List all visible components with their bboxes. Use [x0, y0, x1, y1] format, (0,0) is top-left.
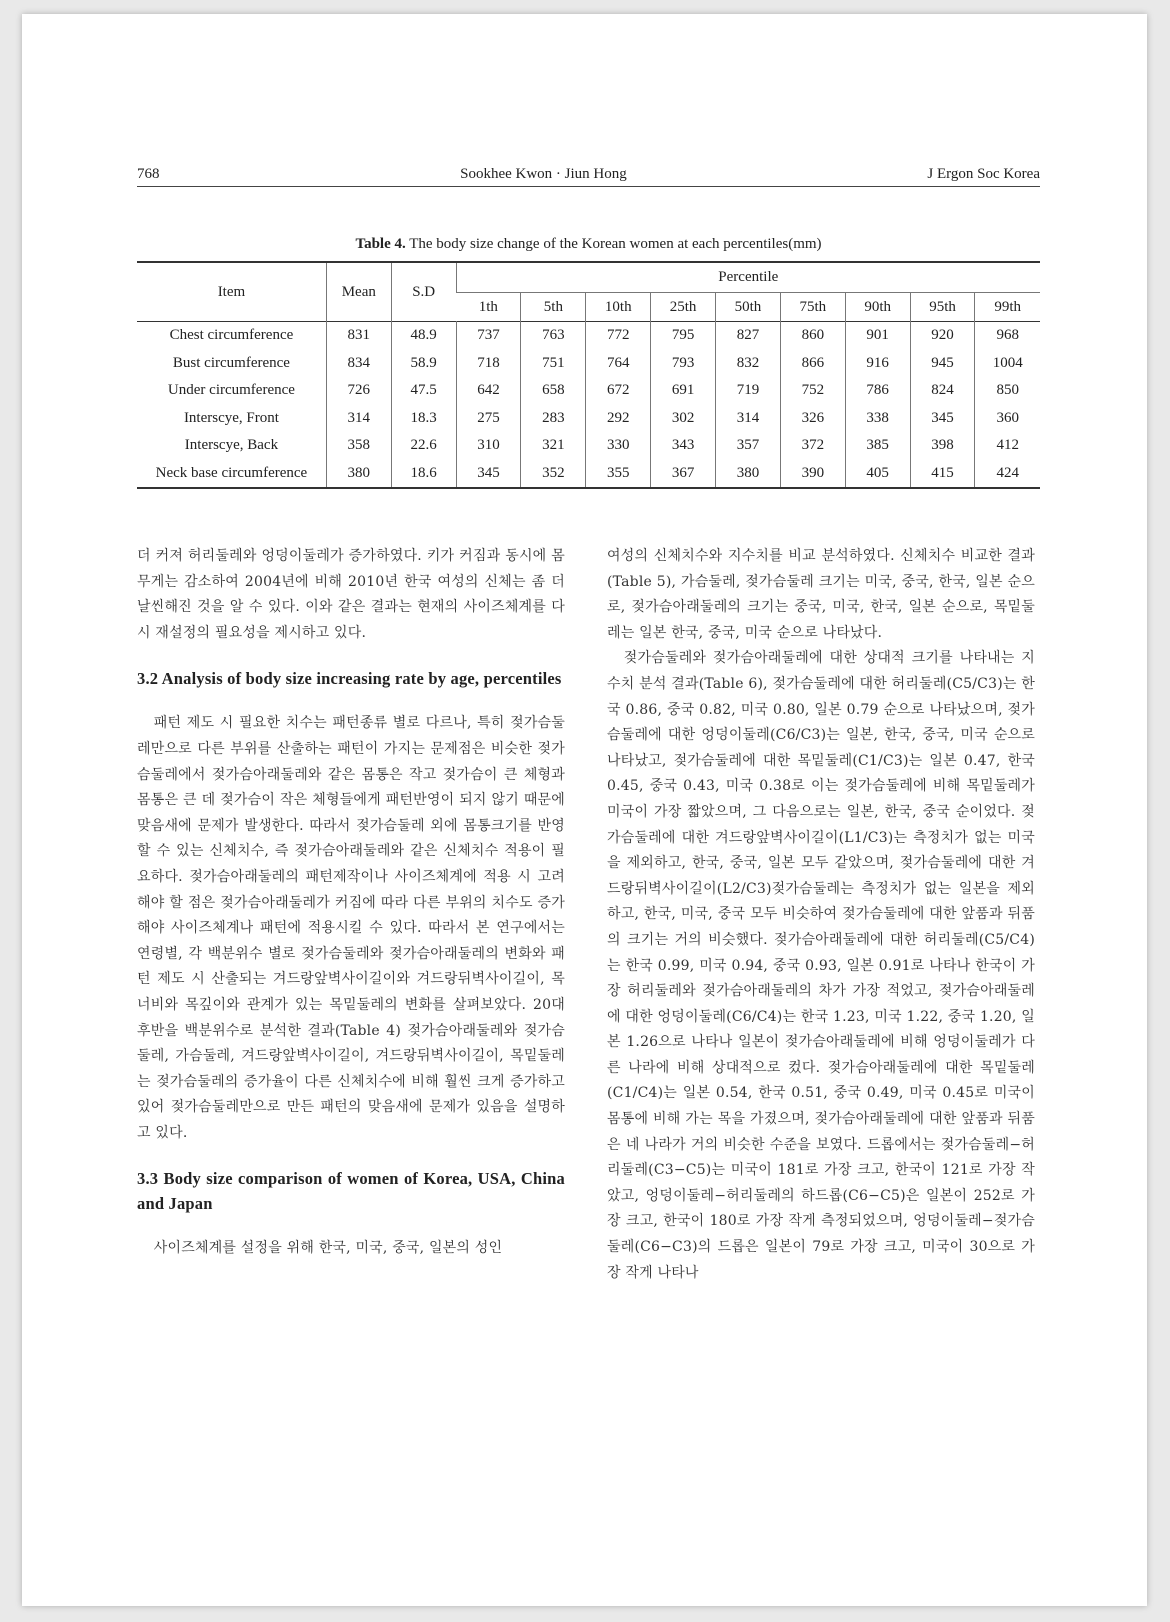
row-percentile-value: 718	[456, 350, 521, 378]
percentile-header: 99th	[975, 293, 1040, 322]
row-mean: 834	[326, 350, 391, 378]
row-percentile-value: 283	[521, 405, 586, 433]
row-mean: 358	[326, 432, 391, 460]
row-percentile-value: 380	[716, 460, 781, 489]
row-percentile-value: 691	[651, 377, 716, 405]
row-percentile-value: 405	[845, 460, 910, 489]
row-percentile-value: 642	[456, 377, 521, 405]
row-percentile-value: 827	[716, 322, 781, 350]
row-sd: 18.6	[391, 460, 456, 489]
row-percentile-value: 314	[716, 405, 781, 433]
row-percentile-value: 916	[845, 350, 910, 378]
row-percentile-value: 372	[780, 432, 845, 460]
row-percentile-value: 424	[975, 460, 1040, 489]
row-percentile-value: 901	[845, 322, 910, 350]
body-size-table	[137, 261, 1040, 489]
percentile-header: 25th	[651, 293, 716, 322]
table-caption-label: Table 4.	[355, 236, 406, 252]
row-sd: 48.9	[391, 322, 456, 350]
table-row	[137, 350, 1040, 378]
row-mean: 380	[326, 460, 391, 489]
row-percentile-value: 345	[910, 405, 975, 433]
row-percentile-value: 866	[780, 350, 845, 378]
table-row	[137, 460, 1040, 489]
row-percentile-value: 355	[586, 460, 651, 489]
row-item: Interscye, Front	[183, 409, 279, 426]
table-row	[137, 432, 1040, 460]
paragraph: 여성의 신체치수와 지수치를 비교 분석하였다. 신체치수 비교한 결과(Table 5), 가슴둘레, 젖가슴둘레 크기는 미국, 중국, 한국, 일본 순으로, 젖가슴아래둘레의 크기는 중국, 미국, 한국, 일본 순으로, 목밑둘레는 일본 한국, 중국, 미국 순으로 나타났다.	[607, 548, 1035, 641]
paragraph: 더 커져 허리둘레와 엉덩이둘레가 증가하였다. 키가 커짐과 동시에 몸무게는 감소하여 2004년에 비해 2010년 한국 여성의 신체는 좀 더 날씬해진 것을 알 수 있다. 이와 같은 결과는 현재의 사이즈체계를 다시 재설정의 필요성을 제시하고 있다.	[137, 548, 565, 641]
row-percentile-value: 920	[910, 322, 975, 350]
row-percentile-value: 658	[521, 377, 586, 405]
row-percentile-value: 412	[975, 432, 1040, 460]
row-percentile-value: 357	[716, 432, 781, 460]
paragraph: 패턴 제도 시 필요한 치수는 패턴종류 별로 다르나, 특히 젖가슴둘레만으로 다른 부위를 산출하는 패턴이 가지는 문제점은 비슷한 젖가슴둘레에서 젖가슴아래둘레와 같은 몸통은 작고 젖가슴이 큰 체형과 몸통은 큰 데 젖가슴이 작은 체형들에게 패턴반영이 되지 않기 때문에 맞음새에 문제가 발생한다. 따라서 젖가슴둘레 외에 몸통크기를 반영할 수 있는 신체치수, 즉 젖가슴아래둘레와 같은 신체치수 적용이 필요하다. 젖가슴아래둘레의 패턴제작이나 사이즈체계에 적용 시 고려해야 할 점은 젖가슴아래둘레가 커짐에 따라 다른 부위의 치수도 증가해야 사이즈체계나 패턴에 적용시킬 수 있다. 따라서 본 연구에서는 연령별, 각 백분위수 별로 젖가슴둘레와 젖가슴아래둘레의 변화와 패턴 제도 시 산출되는 겨드랑앞벽사이길이와 겨드랑뒤벽사이길이, 목너비와 목깊이와 관계가 있는 목밑둘레의 변화를 살펴보았다. 20대 후반을 백분위수로 분석한 결과(Table 4) 젖가슴아래둘레와 젖가슴둘레, 가슴둘레, 겨드랑앞벽사이길이, 겨드랑뒤벽사이길이, 목밑둘레는 젖가슴둘레의 증가율이 다른 신체치수에 비해 훨씬 크게 증가하고 있어 젖가슴둘레만으로 만든 패턴의 맞음새에 문제가 있음을 설명하고 있다.	[137, 715, 565, 1141]
row-percentile-value: 352	[521, 460, 586, 489]
row-percentile-value: 824	[910, 377, 975, 405]
row-item: Under circumference	[167, 382, 295, 399]
row-percentile-value: 1004	[975, 350, 1040, 378]
percentile-header: 95th	[910, 293, 975, 322]
row-percentile-value: 326	[780, 405, 845, 433]
paper-page	[22, 14, 1147, 1606]
row-percentile-value: 737	[456, 322, 521, 350]
row-percentile-value: 345	[456, 460, 521, 489]
paragraph: 사이즈체계를 설정을 위해 한국, 미국, 중국, 일본의 성인	[153, 1240, 503, 1257]
header-journal: J Ergon Soc Korea	[927, 166, 1040, 182]
percentile-header: 5th	[521, 293, 586, 322]
section-heading-3-2: 3.2 Analysis of body size increasing rate by age, percentiles	[137, 669, 562, 689]
table-row	[137, 377, 1040, 405]
row-percentile-value: 763	[521, 322, 586, 350]
row-percentile-value: 385	[845, 432, 910, 460]
row-item: Bust circumference	[172, 354, 290, 371]
row-percentile-value: 795	[651, 322, 716, 350]
row-percentile-value: 945	[910, 350, 975, 378]
row-percentile-value: 330	[586, 432, 651, 460]
percentile-header: 1th	[456, 293, 521, 322]
row-percentile-value: 321	[521, 432, 586, 460]
percentile-header: 90th	[845, 293, 910, 322]
row-percentile-value: 719	[716, 377, 781, 405]
table-caption-text: The body size change of the Korean women at each percentiles(mm)	[405, 236, 822, 252]
row-percentile-value: 786	[845, 377, 910, 405]
right-column	[607, 544, 1035, 1286]
running-header	[137, 166, 1040, 187]
row-mean: 726	[326, 377, 391, 405]
row-percentile-value: 672	[586, 377, 651, 405]
row-percentile-value: 860	[780, 322, 845, 350]
row-percentile-value: 275	[456, 405, 521, 433]
header-mean: Mean	[326, 262, 391, 322]
row-percentile-value: 367	[651, 460, 716, 489]
row-sd: 47.5	[391, 377, 456, 405]
table-row	[137, 405, 1040, 433]
row-percentile-value: 415	[910, 460, 975, 489]
row-percentile-value: 772	[586, 322, 651, 350]
row-sd: 22.6	[391, 432, 456, 460]
percentile-header: 75th	[780, 293, 845, 322]
header-authors: Sookhee Kwon · Jiun Hong	[460, 166, 627, 182]
row-percentile-value: 832	[716, 350, 781, 378]
row-percentile-value: 793	[651, 350, 716, 378]
row-sd: 58.9	[391, 350, 456, 378]
row-mean: 831	[326, 322, 391, 350]
row-mean: 314	[326, 405, 391, 433]
row-percentile-value: 764	[586, 350, 651, 378]
row-percentile-value: 343	[651, 432, 716, 460]
header-item: Item	[217, 283, 246, 300]
row-sd: 18.3	[391, 405, 456, 433]
row-percentile-value: 752	[780, 377, 845, 405]
left-column	[137, 544, 565, 1262]
paragraph: 젖가슴둘레와 젖가슴아래둘레에 대한 상대적 크기를 나타내는 지수치 분석 결과(Table 6), 젖가슴둘레에 대한 허리둘레(C5/C3)는 한국 0.86, 중국 0.82, 미국 0.80, 일본 0.79 순으로 나타났으며, 젖가슴둘레에 대한 엉덩이둘레(C6/C3)는 일본, 한국, 중국, 미국 순으로 나타났고, 젖가슴둘레에 대한 목밑둘레(C1/C3)는 일본 0.47, 한국 0.45, 중국 0.43, 미국 0.38로 이는 젖가슴둘레에 비해 목밑둘레가 미국이 가장 짧았으며, 그 다음으로는 일본, 한국, 중국 순이었다. 젖가슴둘레에 대한 겨드랑앞벽사이길이(L1/C3)는 측정치가 없는 미국을 제외하고, 한국, 중국, 일본 모두 같았으며, 젖가슴둘레에 대한 겨드랑뒤벽사이길이(L2/C3)젖가슴둘레는 측정치가 없는 일본을 제외하고, 한국, 미국, 중국 모두 비슷하여 젖가슴둘레에 대한 앞품과 뒤품의 크기는 거의 비슷했다. 젖가슴아래둘레에 대한 허리둘레(C5/C4)는 한국 0.99, 미국 0.94, 중국 0.93, 일본 0.91로 나타나 한국이 가장 허리둘레와 젖가슴아래둘레의 차가 가장 적었고, 젖가슴아래둘레에 대한 엉덩이둘레(C6/C4)는 한국 1.23, 미국 1.22, 중국 1.20, 일본 1.26으로 나타나 일본이 젖가슴아래둘레에 비해 엉덩이둘레가 다른 나라에 비해 상대적으로 컸다. 젖가슴아래둘레에 대한 목밑둘레(C1/C4)는 일본 0.54, 한국 0.51, 중국 0.49, 미국 0.45로 미국이 몸통에 비해 가는 목을 가졌으며, 젖가슴아래둘레에 대한 앞품과 뒤품은 네 나라가 거의 비슷한 수준을 보였다. 드롭에서는 젖가슴둘레−허리둘레(C3−C5)는 미국이 181로 가장 크고, 한국이 121로 가장 작았고, 엉덩이둘레−허리둘레의 하드롭(C6−C5)은 일본이 252로 가장 크고, 한국이 180로 가장 작게 측정되었으며, 엉덩이둘레−젖가슴둘레(C6−C3)의 드롭은 일본이 79로 가장 크고, 미국이 30으로 가장 작게 나타나	[607, 650, 1035, 1281]
row-percentile-value: 751	[521, 350, 586, 378]
row-percentile-value: 360	[975, 405, 1040, 433]
row-percentile-value: 398	[910, 432, 975, 460]
row-percentile-value: 338	[845, 405, 910, 433]
header-percentile: Percentile	[456, 262, 1040, 293]
percentile-header: 50th	[716, 293, 781, 322]
row-percentile-value: 292	[586, 405, 651, 433]
row-percentile-value: 302	[651, 405, 716, 433]
row-item: Neck base circumference	[155, 464, 308, 481]
page-number: 768	[137, 166, 160, 182]
header-sd: S.D	[391, 262, 456, 322]
percentile-header: 10th	[586, 293, 651, 322]
row-item: Chest circumference	[169, 327, 294, 344]
row-percentile-value: 390	[780, 460, 845, 489]
row-percentile-value: 968	[975, 322, 1040, 350]
table-caption	[137, 236, 1040, 253]
section-heading-3-3: 3.3 Body size comparison of women of Korea, USA, China and Japan	[137, 1169, 565, 1214]
row-percentile-value: 310	[456, 432, 521, 460]
row-percentile-value: 850	[975, 377, 1040, 405]
row-item: Interscye, Back	[184, 437, 279, 454]
table-row	[137, 322, 1040, 350]
